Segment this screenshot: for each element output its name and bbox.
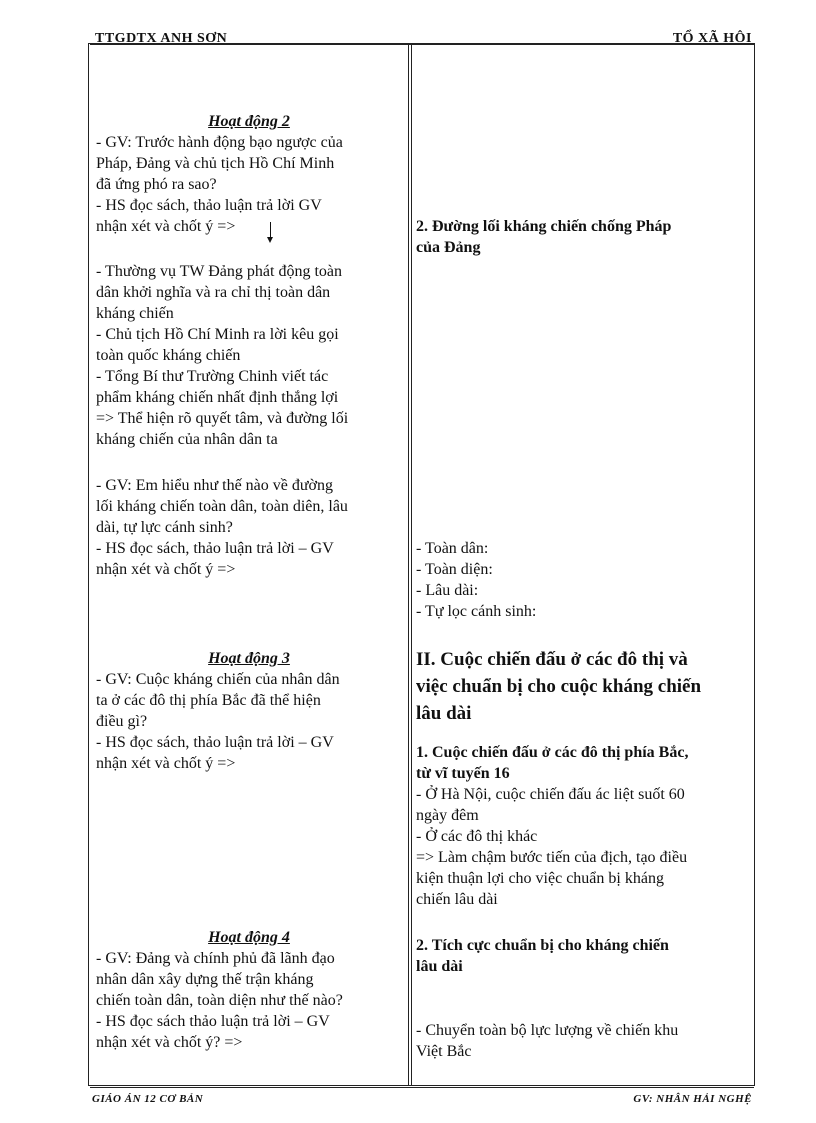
- subsection-1-title: 1. Cuộc chiến đấu ở các đô thị phía Bắc, từ vĩ tuyến 16: [416, 744, 689, 782]
- arrow-down-icon: [270, 222, 271, 240]
- activity-3-title: Hoạt động 3: [208, 650, 290, 667]
- subsection-2-title: 2. Tích cực chuẩn bị cho kháng chiến lâu dài: [416, 937, 669, 975]
- activity-3-student-task: - HS đọc sách, thảo luận trả lời – GV nhận xét và chốt ý =>: [96, 734, 334, 772]
- activity-4-title: Hoạt động 4: [208, 929, 290, 946]
- header-department: TỔ XÃ HỘI: [672, 31, 752, 45]
- footer-course: GIÁO ÁN 12 CƠ BẢN: [92, 1093, 204, 1105]
- activity-2-student-task-2: - HS đọc sách, thảo luận trả lời – GV nhận xét và chốt ý =>: [96, 540, 334, 578]
- column-divider: [408, 43, 412, 1086]
- activity-2-title: Hoạt động 2: [208, 113, 290, 130]
- activity-2-content: - Thường vụ TW Đảng phát động toàn dân khởi nghĩa và ra chỉ thị toàn dân kháng chiến - Chủ tịch Hồ Chí Minh ra lời kêu gọi toàn quốc kháng chiến - Tổng Bí thư Trường Chinh viết tác phẩm kháng chiến nhất định thắng lợi => Thể hiện rõ quyết tâm, và đường lối kháng chiến của nhân dân ta: [96, 263, 349, 448]
- activity-4-student-task: - HS đọc sách thảo luận trả lời – GV nhận xét và chốt ý? =>: [96, 1013, 330, 1051]
- footer-teacher: GV: NHÂN HẢI NGHỆ: [633, 1093, 752, 1105]
- section-2-title: 2. Đường lối kháng chiến chống Pháp của Đảng: [416, 218, 672, 256]
- activity-3-question: - GV: Cuộc kháng chiến của nhân dân ta ở các đô thị phía Bắc đã thể hiện điều gì?: [96, 671, 340, 730]
- section-2-list: - Toàn dân: - Toàn diện: - Lâu dài: - Tự lọc cánh sinh:: [416, 540, 537, 620]
- header-school: TTGDTX ANH SƠN: [95, 31, 228, 45]
- activity-4-question: - GV: Đảng và chính phủ đã lãnh đạo nhân dân xây dựng thế trận kháng chiến toàn dân, toàn diện như thế nào?: [96, 950, 343, 1009]
- subsection-2-content: - Chuyển toàn bộ lực lượng về chiến khu Việt Bắc: [416, 1022, 679, 1060]
- activity-2-student-task: - HS đọc sách, thảo luận trả lời GV nhận xét và chốt ý =>: [96, 197, 322, 235]
- activity-2-question: - GV: Trước hành động bạo ngược của Pháp, Đảng và chủ tịch Hồ Chí Minh đã ứng phó ra sao?: [96, 134, 343, 193]
- page-footer: [90, 1087, 754, 1110]
- subsection-1-content: - Ở Hà Nội, cuộc chiến đấu ác liệt suốt 60 ngày đêm - Ở các đô thị khác => Làm chậm bước tiến của địch, tạo điều kiện thuận lợi cho việc chuẩn bị kháng chiến lâu dài: [416, 786, 688, 908]
- section-ii-title: II. Cuộc chiến đấu ở các đô thị và việc chuẩn bị cho cuộc kháng chiến lâu dài: [416, 649, 702, 724]
- activity-2-question-2: - GV: Em hiểu như thế nào về đường lối kháng chiến toàn dân, toàn diên, lâu dài, tự lực cánh sinh?: [96, 477, 348, 536]
